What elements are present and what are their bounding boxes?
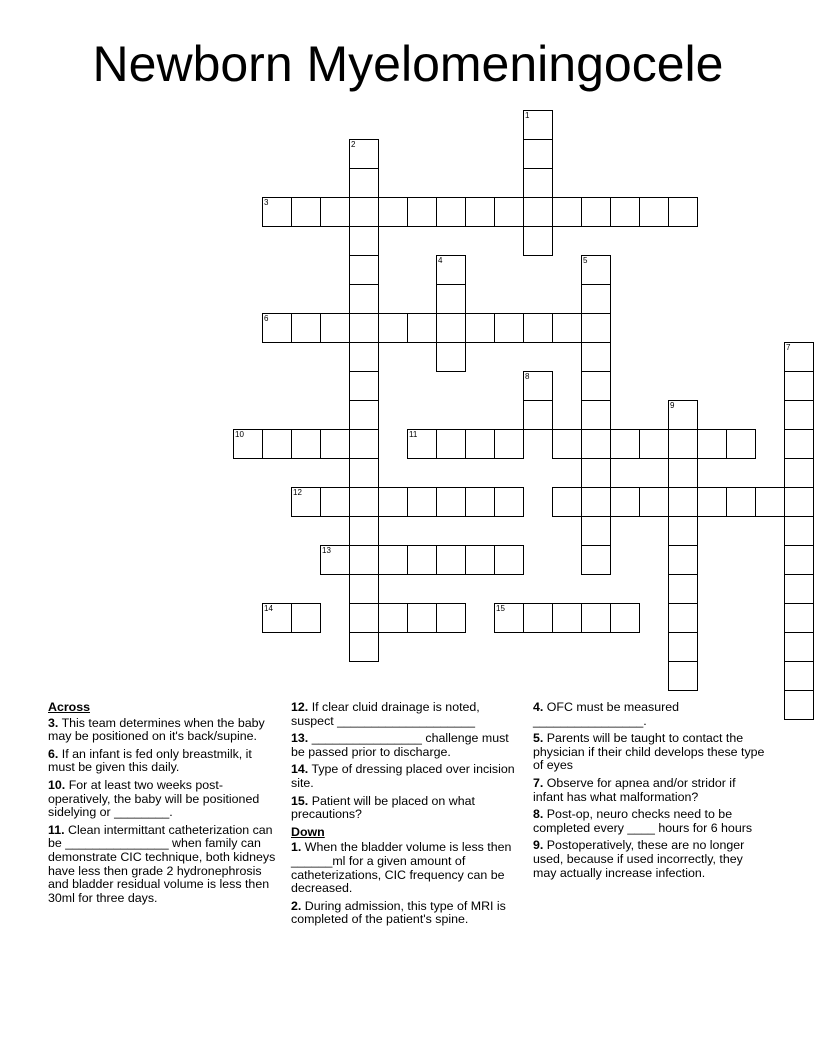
crossword-cell[interactable] [581, 487, 611, 517]
clue-down-5 [533, 732, 769, 773]
crossword-cell[interactable] [436, 429, 466, 459]
crossword-cell[interactable] [639, 487, 669, 517]
clues-column-1 [48, 701, 278, 909]
cell-number: 5 [583, 256, 588, 265]
crossword-cell[interactable] [378, 545, 408, 575]
clue-down-1 [291, 841, 521, 895]
crossword-cell[interactable] [581, 458, 611, 488]
clue-across-12 [291, 701, 521, 728]
crossword-cell[interactable] [523, 110, 553, 140]
crossword-cell[interactable] [436, 313, 466, 343]
crossword-cell[interactable] [378, 603, 408, 633]
cell-number: 12 [293, 488, 302, 497]
crossword-cell[interactable] [784, 574, 814, 604]
crossword-cell[interactable] [668, 458, 698, 488]
clue-down-4 [533, 701, 769, 728]
crossword-cell[interactable] [349, 342, 379, 372]
crossword-cell[interactable] [581, 255, 611, 285]
clues-column-2 [291, 701, 521, 931]
crossword-cell[interactable] [784, 545, 814, 575]
crossword-cell[interactable] [523, 603, 553, 633]
clue-text: Observe for apnea and/or stridor if infant has what malformation? [533, 775, 736, 804]
crossword-cell[interactable] [726, 429, 756, 459]
clue-text: If clear cluid drainage is noted, suspect ____________________ [291, 700, 480, 728]
crossword-cell[interactable] [610, 197, 640, 227]
clues-column-3 [533, 701, 769, 884]
crossword-cell[interactable] [349, 574, 379, 604]
crossword-cell[interactable] [697, 487, 727, 517]
crossword-cell[interactable] [320, 197, 350, 227]
crossword-cell[interactable] [320, 313, 350, 343]
crossword-cell[interactable] [523, 400, 553, 430]
crossword-cell[interactable] [262, 603, 292, 633]
crossword-cell[interactable] [668, 545, 698, 575]
crossword-cell[interactable] [349, 226, 379, 256]
clue-across-11 [48, 824, 278, 906]
crossword-cell[interactable] [465, 313, 495, 343]
clue-number: 12. [291, 700, 309, 714]
crossword-cell[interactable] [784, 371, 814, 401]
crossword-cell[interactable] [407, 429, 437, 459]
page-title: Newborn Myelomeningocele [92, 36, 724, 92]
crossword-cell[interactable] [523, 139, 553, 169]
crossword-cell[interactable] [726, 487, 756, 517]
clue-number: 1. [291, 840, 302, 855]
cell-number: 11 [409, 430, 418, 439]
clue-text: If an infant is fed only breastmilk, it must be given this daily. [48, 746, 252, 775]
clue-across-14 [291, 763, 521, 790]
crossword-cell[interactable] [668, 429, 698, 459]
crossword-cell[interactable] [349, 168, 379, 198]
crossword-cell[interactable] [262, 197, 292, 227]
clue-text: OFC must be measured ________________. [533, 700, 680, 728]
crossword-cell[interactable] [668, 400, 698, 430]
crossword-cell[interactable] [784, 516, 814, 546]
crossword-cell[interactable] [407, 487, 437, 517]
cell-number: 13 [322, 546, 331, 555]
crossword-cell[interactable] [465, 197, 495, 227]
crossword-cell[interactable] [494, 429, 524, 459]
clue-down-7 [533, 777, 769, 804]
crossword-cell[interactable] [784, 661, 814, 691]
clue-across-13 [291, 732, 521, 759]
crossword-cell[interactable] [291, 429, 321, 459]
crossword-cell[interactable] [349, 371, 379, 401]
crossword-cell[interactable] [436, 284, 466, 314]
crossword-cell[interactable] [378, 197, 408, 227]
crossword-cell[interactable] [407, 197, 437, 227]
crossword-cell[interactable] [610, 487, 640, 517]
clue-number: 9. [533, 838, 544, 853]
crossword-cell[interactable] [436, 487, 466, 517]
crossword-cell[interactable] [407, 545, 437, 575]
crossword-cell[interactable] [349, 255, 379, 285]
crossword-cell[interactable] [610, 429, 640, 459]
crossword-cell[interactable] [552, 313, 582, 343]
crossword-cell[interactable] [581, 516, 611, 546]
crossword-cell[interactable] [668, 632, 698, 662]
clue-number: 6. [48, 746, 59, 761]
crossword-cell[interactable] [378, 487, 408, 517]
clue-text: Postoperatively, these are no longer used, because if used incorrectly, they may actually increase infection. [533, 838, 745, 880]
cell-number: 10 [235, 430, 244, 439]
cell-number: 4 [438, 256, 443, 265]
crossword-cell[interactable] [523, 197, 553, 227]
cell-number: 1 [525, 111, 530, 120]
clue-text: Post-op, neuro checks need to be completed every ____ hours for 6 hours [533, 807, 753, 835]
crossword-cell[interactable] [349, 313, 379, 343]
cell-number: 7 [786, 343, 791, 352]
crossword-cell[interactable] [668, 574, 698, 604]
clue-number: 11. [48, 822, 65, 837]
crossword-cell[interactable] [320, 429, 350, 459]
crossword-cell[interactable] [465, 545, 495, 575]
cell-number: 15 [496, 604, 505, 613]
cell-number: 3 [264, 198, 269, 207]
crossword-cell[interactable] [581, 197, 611, 227]
cell-number: 2 [351, 140, 356, 149]
crossword-cell[interactable] [378, 313, 408, 343]
cell-number: 6 [264, 314, 269, 323]
clue-text: Patient will be placed on what precautions? [291, 793, 475, 822]
crossword-cell[interactable] [349, 284, 379, 314]
crossword-cell[interactable] [784, 458, 814, 488]
crossword-cell[interactable] [349, 516, 379, 546]
crossword-cell[interactable] [581, 603, 611, 633]
crossword-cell[interactable] [639, 197, 669, 227]
crossword-cell[interactable] [407, 313, 437, 343]
crossword-cell[interactable] [784, 400, 814, 430]
crossword-cell[interactable] [581, 400, 611, 430]
crossword-cell[interactable] [581, 371, 611, 401]
crossword-cell[interactable] [784, 690, 814, 720]
crossword-cell[interactable] [262, 429, 292, 459]
crossword-cell[interactable] [552, 197, 582, 227]
crossword-cell[interactable] [291, 487, 321, 517]
crossword-cell[interactable] [552, 603, 582, 633]
across-heading: Across [48, 700, 91, 714]
crossword-cell[interactable] [784, 429, 814, 459]
crossword-cell[interactable] [436, 545, 466, 575]
crossword-cell[interactable] [349, 197, 379, 227]
crossword-cell[interactable] [436, 197, 466, 227]
clue-text: For at least two weeks post-operatively, the baby will be positioned sidelying or ________. [48, 777, 260, 820]
clue-across-6 [48, 748, 278, 775]
clue-text: When the bladder volume is less then ______ml for a given amount of catheterizations, CIC frequency can be decreased. [291, 840, 512, 896]
crossword-cell[interactable] [349, 458, 379, 488]
crossword-cell[interactable] [349, 487, 379, 517]
crossword-cell[interactable] [436, 603, 466, 633]
crossword-cell[interactable] [523, 168, 553, 198]
crossword-cell[interactable] [668, 487, 698, 517]
crossword-cell[interactable] [523, 313, 553, 343]
crossword-cell[interactable] [291, 197, 321, 227]
crossword-cell[interactable] [784, 632, 814, 662]
crossword-cell[interactable] [291, 603, 321, 633]
clue-across-10 [48, 779, 278, 820]
crossword-cell[interactable] [581, 545, 611, 575]
clue-number: 15. [291, 793, 309, 808]
clue-down-2 [291, 900, 521, 927]
clue-number: 7. [533, 775, 544, 790]
clue-number: 2. [291, 898, 302, 913]
crossword-cell[interactable] [784, 342, 814, 372]
cell-number: 8 [525, 372, 530, 381]
clue-text: Parents will be taught to contact the physician if their child develops these type of eyes [533, 731, 765, 773]
clue-number: 3. [48, 715, 59, 730]
crossword-cell[interactable] [233, 429, 263, 459]
crossword-cell[interactable] [436, 342, 466, 372]
crossword-cell[interactable] [523, 226, 553, 256]
crossword-cell[interactable] [494, 487, 524, 517]
clue-text: Type of dressing placed over incision site. [291, 762, 515, 790]
clue-number: 4. [533, 700, 544, 714]
crossword-cell[interactable] [668, 603, 698, 633]
crossword-cell[interactable] [610, 603, 640, 633]
crossword-cell[interactable] [320, 545, 350, 575]
down-heading: Down [291, 824, 325, 839]
clue-down-8 [533, 808, 769, 835]
crossword-cell[interactable] [494, 313, 524, 343]
crossword-cell[interactable] [581, 284, 611, 314]
crossword-cell[interactable] [581, 342, 611, 372]
crossword-cell[interactable] [668, 197, 698, 227]
crossword-cell[interactable] [407, 603, 437, 633]
crossword-cell[interactable] [320, 487, 350, 517]
crossword-cell[interactable] [349, 632, 379, 662]
crossword-cell[interactable] [668, 661, 698, 691]
clue-number: 14. [291, 762, 309, 777]
crossword-cell[interactable] [494, 603, 524, 633]
crossword-cell[interactable] [523, 371, 553, 401]
crossword-cell[interactable] [349, 400, 379, 430]
cell-number: 9 [670, 401, 675, 410]
crossword-cell[interactable] [465, 429, 495, 459]
clue-across-3 [48, 717, 278, 744]
crossword-cell[interactable] [581, 429, 611, 459]
crossword-cell[interactable] [349, 603, 379, 633]
clue-number: 8. [533, 807, 544, 822]
crossword-cell[interactable] [349, 429, 379, 459]
clue-text: This team determines when the baby may be positioned on it's back/supine. [48, 715, 265, 744]
crossword-cell[interactable] [581, 313, 611, 343]
crossword-cell[interactable] [494, 197, 524, 227]
crossword-cell[interactable] [639, 429, 669, 459]
cell-number: 14 [264, 604, 273, 613]
crossword-cell[interactable] [552, 487, 582, 517]
clue-number: 5. [533, 731, 544, 746]
clue-down-9 [533, 839, 769, 880]
crossword-cell[interactable] [465, 487, 495, 517]
crossword-cell[interactable] [697, 429, 727, 459]
crossword-cell[interactable] [436, 255, 466, 285]
clue-across-15 [291, 795, 521, 822]
crossword-cell[interactable] [552, 429, 582, 459]
crossword-cell[interactable] [291, 313, 321, 343]
clue-number: 10. [48, 777, 66, 792]
crossword-cell[interactable] [262, 313, 292, 343]
clue-text: Clean intermittant catheterization can be _______________ when family can demonstrate CIC technique, both kidneys have less then grade 2 hydronephrosis and bladder residual volume is less then 30ml for three days. [48, 822, 276, 905]
crossword-cell[interactable] [494, 545, 524, 575]
crossword-cell[interactable] [349, 545, 379, 575]
clue-number: 13. [291, 731, 309, 746]
crossword-cell[interactable] [668, 516, 698, 546]
crossword-cell[interactable] [784, 603, 814, 633]
clue-text: ________________ challenge must be passed prior to discharge. [291, 731, 509, 759]
clue-text: During admission, this type of MRI is completed of the patient's spine. [291, 898, 506, 927]
crossword-cell[interactable] [755, 487, 785, 517]
crossword-cell[interactable] [784, 487, 814, 517]
crossword-cell[interactable] [349, 139, 379, 169]
